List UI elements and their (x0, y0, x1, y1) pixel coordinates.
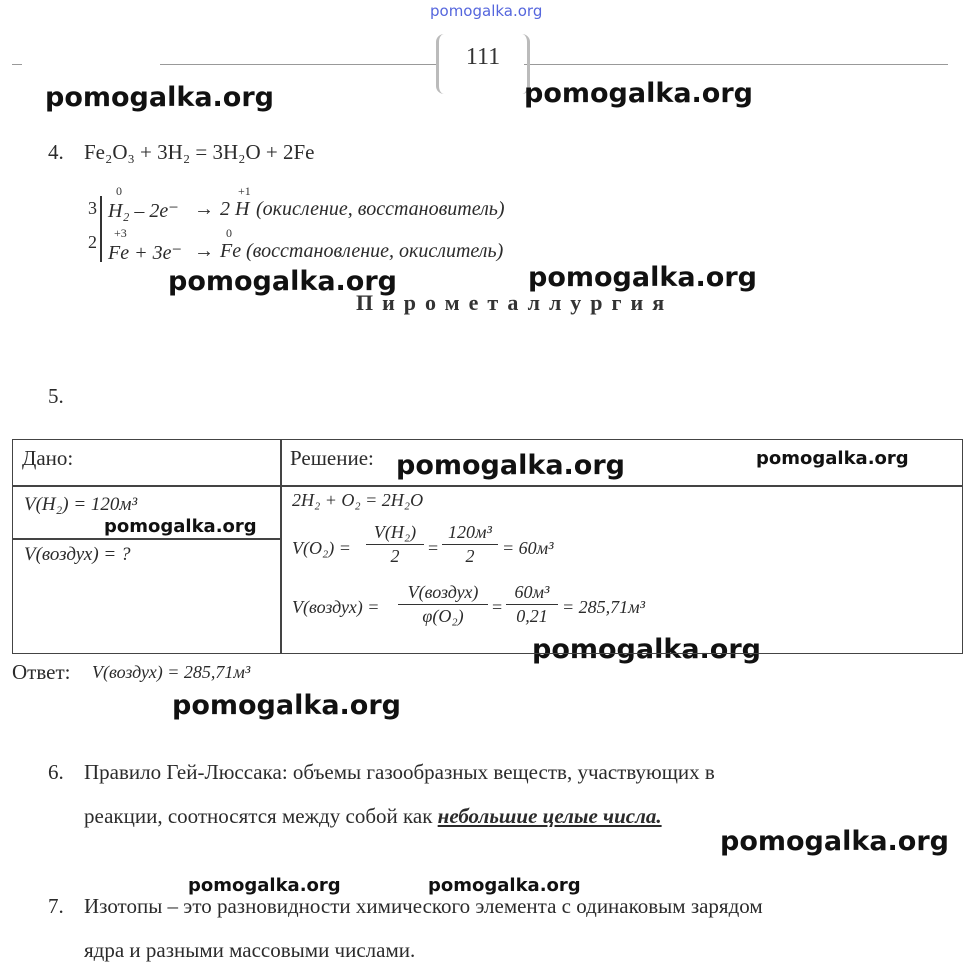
half-reaction-note: (окисление, восстановитель) (256, 198, 505, 220)
item-number: 6. (48, 760, 64, 784)
page-number: 111 (465, 44, 501, 70)
header-rule-left-tick (12, 64, 22, 65)
emphasized-term: небольшие целые числа. (437, 804, 662, 828)
watermark: pomogalka.org (756, 448, 909, 469)
paragraph-line: Правило Гей-Люссака: объемы газообразных веществ, участвующих в (84, 760, 715, 784)
fraction-numerator: V(воздух) (407, 582, 479, 602)
given-divider (12, 538, 281, 540)
equals-sign: = (492, 597, 503, 617)
reaction-equation: Fe₂O₃ + 3H₂ = 3H₂O + 2Fe (84, 140, 315, 164)
solution-result: = 60м³ (502, 538, 554, 558)
balance-bar (100, 196, 102, 262)
fraction-bar (398, 604, 488, 605)
fraction (398, 582, 488, 627)
unknown-value: V(воздух) = ? (24, 544, 131, 565)
header-rule-left (160, 64, 436, 65)
oxidation-state: +3 (114, 226, 127, 240)
item-number: 4. (48, 140, 64, 164)
header-rule-right (524, 64, 948, 65)
watermark: pomogalka.org (524, 78, 753, 109)
half-reaction-note: (восстановление, окислитель) (246, 240, 504, 262)
watermark: pomogalka.org (528, 262, 757, 293)
half-reaction-right: 2 H (220, 198, 250, 220)
oxidation-state: 0 (226, 226, 232, 240)
fraction-denominator: 0,21 (516, 606, 548, 626)
solution-label: Решение: (290, 446, 374, 470)
watermark: pomogalka.org (396, 450, 625, 481)
paragraph-line (84, 804, 662, 829)
watermark: pomogalka.org (188, 875, 341, 896)
given-label: Дано: (22, 446, 74, 470)
half-reaction-left: H₂ – 2e⁻ (108, 200, 179, 222)
answer-label: Ответ: (12, 660, 71, 684)
equals-sign: = (428, 538, 439, 558)
item-number: 7. (48, 894, 64, 918)
top-watermark[interactable]: pomogalka.org (430, 2, 543, 20)
fraction-bar (366, 544, 424, 545)
paragraph-text: реакции, соотносятся между собой как (84, 804, 433, 828)
half-reaction-left: Fe + 3e⁻ (108, 242, 183, 264)
watermark: pomogalka.org (428, 875, 581, 896)
fraction (366, 522, 424, 567)
arrow: → (194, 240, 214, 262)
fraction-bar (506, 604, 558, 605)
solution-step-label: V(воздух) = (292, 597, 380, 617)
section-title: Пирометаллургия (356, 290, 674, 315)
solution-result: = 285,71м³ (562, 597, 646, 617)
half-reaction-right: Fe (220, 240, 242, 262)
oxidation-state: +1 (238, 184, 251, 198)
fraction-numerator: 120м³ (448, 522, 492, 542)
item-number: 5. (48, 384, 64, 408)
watermark: pomogalka.org (104, 516, 257, 537)
table-header-line (12, 485, 963, 487)
watermark: pomogalka.org (532, 634, 761, 665)
arrow: → (194, 198, 214, 220)
fraction-denominator: 2 (390, 546, 400, 566)
paragraph-line: Изотопы – это разновидности химического элемента с одинаковым зарядом (84, 894, 763, 918)
watermark: pomogalka.org (168, 266, 397, 297)
fraction-bar (442, 544, 498, 545)
answer-value: V(воздух) = 285,71м³ (92, 662, 251, 682)
watermark: pomogalka.org (172, 690, 401, 721)
oxidation-state: 0 (116, 184, 122, 198)
given-value: V(H₂) = 120м³ (24, 494, 138, 515)
fraction-numerator: 60м³ (514, 582, 550, 602)
balance-coef: 3 (88, 198, 97, 218)
fraction-denominator: φ(O₂) (422, 606, 464, 626)
balance-coef: 2 (88, 232, 97, 252)
fraction-denominator: 2 (465, 546, 475, 566)
solution-equation: 2H₂ + O₂ = 2H₂O (292, 490, 424, 510)
fraction (442, 522, 498, 567)
fraction-numerator: V(H₂) (373, 522, 417, 542)
paragraph-line: ядра и разными массовыми числами. (84, 938, 416, 962)
table-divider (280, 439, 282, 654)
watermark: pomogalka.org (45, 82, 274, 113)
watermark: pomogalka.org (720, 826, 949, 857)
fraction (506, 582, 558, 627)
solution-step-label: V(O₂) = (292, 538, 351, 558)
